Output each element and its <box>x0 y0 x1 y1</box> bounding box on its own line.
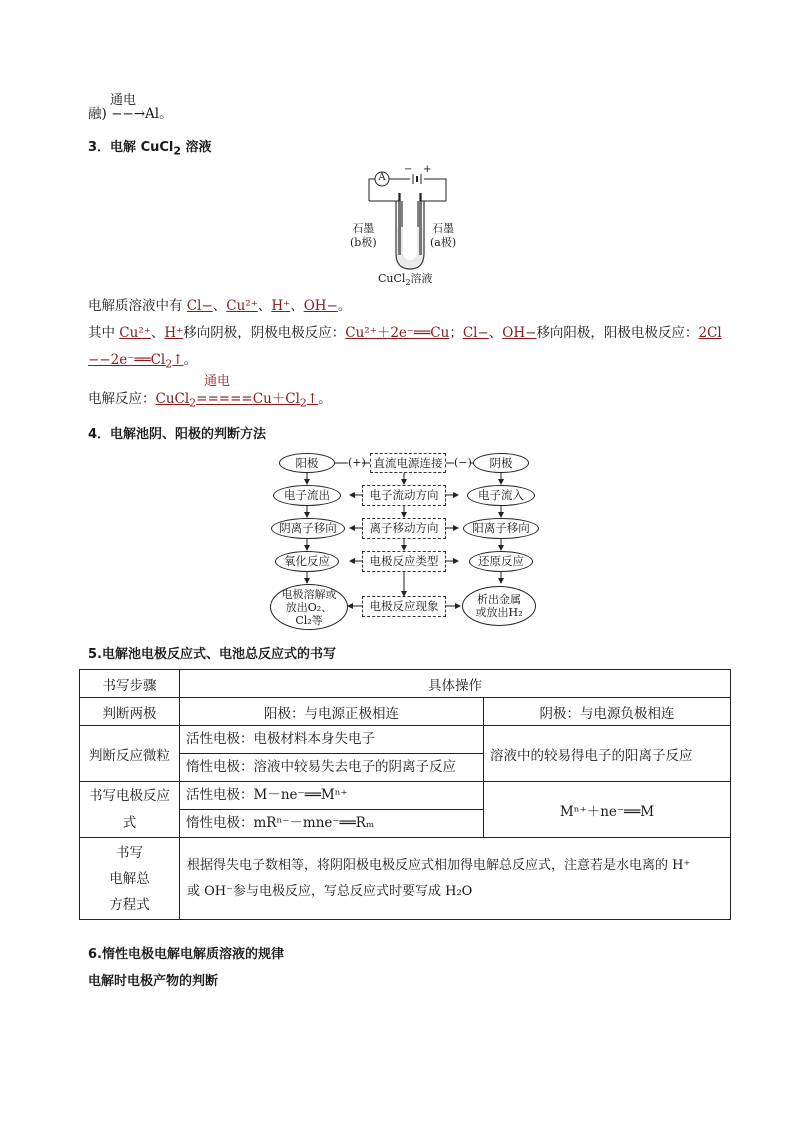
section-3-heading-tail: 溶液 <box>181 140 212 155</box>
line2-prefix: 其中 <box>88 325 120 341</box>
cathode-text: 移向阴极，阴极电极反应： <box>183 325 346 341</box>
anode-reaction-cont <box>88 350 197 375</box>
table-cell <box>80 838 180 920</box>
table-row <box>80 726 731 782</box>
frag-arrow: −−→ <box>111 106 146 122</box>
right-electrode-label <box>430 222 456 250</box>
flow-anode: 阳极 <box>279 453 335 473</box>
ion-sep: 、 <box>290 298 304 314</box>
frag-text: 融) <box>88 106 107 122</box>
flowchart <box>270 450 540 640</box>
left-electrode-label <box>350 222 377 250</box>
flow-cation-move: 阳离子移向 <box>463 518 539 539</box>
rules-table <box>79 669 731 920</box>
section-3-heading <box>88 138 212 162</box>
ion-sep: 、 <box>212 298 227 314</box>
ions-line <box>88 296 351 316</box>
cathode-reaction-answer: Cu²⁺＋2e⁻══Cu <box>345 325 450 341</box>
flow-minus-tag: (−) <box>454 456 472 469</box>
anode-end: 。 <box>183 352 198 368</box>
battery-plus: + <box>423 164 432 175</box>
total-end: 。 <box>318 391 332 407</box>
flow-cathode: 阴极 <box>473 453 529 473</box>
anode-reaction-answer-part1: 2Cl <box>698 325 722 341</box>
table-cell <box>180 726 484 782</box>
frag-line <box>88 104 173 124</box>
cathode-ion-answer: H⁺ <box>164 325 184 341</box>
table-row <box>80 782 731 838</box>
table-subcell: 活性电极：M－ne⁻══Mⁿ⁺ <box>186 787 348 803</box>
section-6-subheading: 电解时电极产物的判断 <box>88 974 219 989</box>
flow-anion-move: 阴离子移向 <box>271 518 345 539</box>
row4-text-line: 根据得失电子数相等，将阴阳极电极反应式相加得电解总反应式，注意若是水电离的 H⁺ <box>187 857 691 873</box>
frag-end: 。 <box>159 106 173 122</box>
ion-sep: 、 <box>257 298 272 314</box>
table-cell <box>180 838 731 920</box>
flow-electron-out: 电子流出 <box>273 485 341 506</box>
row3-label-line: 书写电极反应 <box>89 787 170 804</box>
table-row <box>80 670 731 698</box>
row4-label-line: 电解总 <box>109 870 150 887</box>
table-cell: Mⁿ⁺＋ne⁻══M <box>484 782 731 838</box>
left-electrode-pole: (b极) <box>350 236 377 249</box>
anode-ion-answer: Cl− <box>462 325 489 341</box>
flow-electron-in: 电子流入 <box>467 485 535 506</box>
flow-oxidation: 氧化反应 <box>275 551 339 572</box>
anode-reaction-answer-part2: $--2e^-══Cl_2↑$ <box>88 352 184 371</box>
row4-text-line: 或 OH⁻参与电极反应，写总反应式时要写成 H₂O <box>187 883 473 899</box>
left-electrode-name: 石墨 <box>352 222 375 235</box>
solution-sub: 2 <box>405 278 411 288</box>
table-header-cell: 书写步骤 <box>80 670 180 698</box>
section-4-heading: 4．电解池阴、阳极的判断方法 <box>88 427 267 442</box>
anode-ion-answer: OH− <box>502 325 537 341</box>
battery-minus: − <box>404 164 413 175</box>
semicolon: ； <box>449 325 463 341</box>
table-cell: 判断反应微粒 <box>80 726 180 782</box>
table-header-cell: 具体操作 <box>180 670 731 698</box>
flow-power-connection: 直流电源连接 <box>370 453 446 473</box>
table-subcell: 惰性电极：溶液中较易失去电子的阴离子反应 <box>180 753 483 781</box>
total-prefix: 电解反应： <box>88 391 156 407</box>
ion-sep: 、 <box>488 325 503 341</box>
table-cell: 阳极：与电源正极相连 <box>180 698 484 726</box>
section-6-heading: 6.惰性电极电解电解质溶液的规律 <box>88 947 284 962</box>
right-electrode-pole: (a极) <box>430 236 457 249</box>
flow-plus-tag: (+) <box>348 456 366 469</box>
solution-tail: 溶液 <box>410 272 433 285</box>
ion-answer: Cu²⁺ <box>226 298 258 314</box>
total-reaction-answer: $CuCl_2=====Cu+Cl_2↑$ <box>155 391 319 410</box>
flow-anode-phenomenon: 电极溶解或放出O₂、Cl₂等 <box>270 584 348 630</box>
section-5-heading: 5.电解池电极反应式、电池总反应式的书写 <box>88 647 336 662</box>
frag-product: Al <box>145 106 160 122</box>
row4-label-line: 书写 <box>116 844 143 861</box>
flow-reaction-phenomenon: 电极反应现象 <box>362 596 446 617</box>
ion-sep: 、 <box>150 325 165 341</box>
section-3-heading-text: 3．电解 CuCl <box>88 140 174 155</box>
row4-label-line: 方程式 <box>109 896 150 913</box>
ammeter-label: A <box>378 172 386 183</box>
table-cell: 判断两极 <box>80 698 180 726</box>
row3-label-line: 式 <box>122 814 137 831</box>
ion-answer: Cl− <box>186 298 213 314</box>
right-electrode-name: 石墨 <box>432 222 455 235</box>
flow-ion-direction: 离子移动方向 <box>362 518 446 539</box>
table-cell: 溶液中的较易得电子的阳离子反应 <box>484 726 731 782</box>
solution-name: CuCl <box>378 272 406 285</box>
solution-label <box>378 270 433 287</box>
table-subcell: 活性电极：电极材料本身失电子 <box>186 731 375 747</box>
table-row <box>80 698 731 726</box>
table-subcell: 惰性电极：mRⁿ⁻－mne⁻══Rₘ <box>180 809 483 837</box>
flow-cathode-phenomenon: 析出金属或放出H₂ <box>462 586 536 626</box>
table-cell <box>80 782 180 838</box>
ion-answer: OH− <box>303 298 338 314</box>
table-cell: 阴极：与电源负极相连 <box>484 698 731 726</box>
flow-electron-direction: 电子流动方向 <box>362 485 446 506</box>
section-3-heading-sub: 2 <box>173 144 182 158</box>
total-reaction-line <box>88 389 332 414</box>
ions-prefix: 电解质溶液中有 <box>88 298 187 314</box>
total-condition: 通电 <box>204 374 231 389</box>
table-row <box>80 838 731 920</box>
flow-reaction-type: 电极反应类型 <box>362 551 446 572</box>
frag-condition: 通电 <box>110 93 137 108</box>
flow-reduction: 还原反应 <box>469 551 533 572</box>
anode-text: 移向阳极，阳极电极反应： <box>536 325 699 341</box>
ions-end: 。 <box>337 298 352 314</box>
ion-answer: H⁺ <box>271 298 291 314</box>
cathode-ion-answer: Cu²⁺ <box>119 325 151 341</box>
electrode-reactions-line <box>88 323 722 343</box>
table-cell <box>180 782 484 838</box>
